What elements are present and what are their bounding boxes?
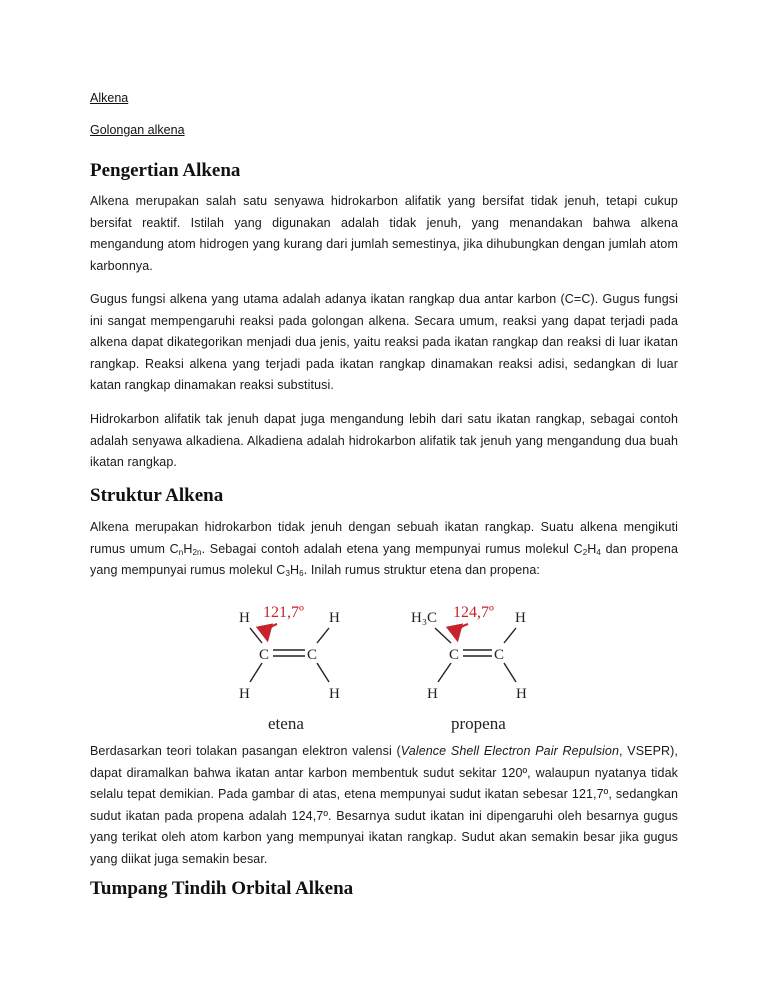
- paragraph-functional-group: Gugus fungsi alkena yang utama adalah adanya ikatan rangkap dua antar karbon (C=C). Gugus fungsi ini sangat mempengaruhi reaksi pada golongan alkena. Secara umum, reaksi yang dapat terjadi pada alkena dapat dikategorikan menjadi dua jenis, yaitu reaksi pada ikatan rangkap dan reaksi di luar ikatan rangkap. Reaksi alkena yang terjadi pada ikatan rangkap dinamakan reaksi adisi, sedangkan di luar katan rangkap dinamakan reaksi substitusi.: [90, 292, 678, 393]
- atom-h: H: [329, 686, 340, 702]
- atom-h: H: [329, 610, 340, 626]
- single-bond-line: [317, 628, 329, 643]
- single-bond-line: [435, 628, 451, 643]
- structure-diagram: [225, 598, 545, 736]
- atom-h: H: [239, 686, 250, 702]
- etena-molecule: [239, 604, 340, 733]
- heading-struktur-alkena: Struktur Alkena: [90, 485, 224, 506]
- label-propena: propena: [451, 714, 506, 733]
- atom-c: C: [259, 647, 270, 663]
- single-bond-line: [438, 663, 451, 682]
- single-bond-line: [504, 663, 516, 682]
- paragraph-alkadiena: Hidrokarbon alifatik tak jenuh dapat juga mengandung lebih dari satu ikatan rangkap, sebagai contoh adalah senyawa alkadiena. Alkadiena adalah hidrokarbon alifatik tak jenuh yang mengandung dua buah ikatan rangkap.: [90, 412, 678, 470]
- single-bond-line: [250, 663, 262, 682]
- paragraph-structure: Alkena merupakan hidrokarbon tidak jenuh dengan sebuah ikatan rangkap. Suatu alkena mengikuti rumus umum $C_nH_{2n}$. Sebagai contoh adalah etena yang mempunyai rumus molekul $C_2H_4$ dan propena yang mempunyai rumus molekul $C_3H_6$. Inilah rumus struktur etena dan propena:: [90, 520, 678, 579]
- single-bond-line: [317, 663, 329, 682]
- angle-arrow-propena: [457, 624, 468, 638]
- paragraph-vsepr: Berdasarkan teori tolakan pasangan elektron valensi (Valence Shell Electron Pair Repulsion, VSEPR), dapat diramalkan bahwa ikatan antar karbon membentuk sudut sekitar 120º, walaupun nyatanya tidak selalu tepat demikian. Pada gambar di atas, etena mempunyai sudut ikatan sebesar 121,7º, sedangkan sudut ikatan pada propena adalah 124,7º. Besarnya sudut ikatan ini dipengaruhi oleh besarnya gugus yang terikat oleh atom karbon yang mempunyai ikatan rangkap. Sudut akan semakin besar jika gugus yang diikat juga semakin besar.: [90, 744, 679, 866]
- link-golongan-alkena[interactable]: Golongan alkena: [90, 123, 185, 137]
- vsepr-term: Valence Shell Electron Pair Repulsion: [400, 744, 620, 758]
- label-etena: etena: [268, 714, 304, 733]
- structure-figure-etena-propena: [225, 598, 545, 736]
- atom-c: C: [307, 647, 318, 663]
- atom-h3c: H₃C: [411, 610, 438, 626]
- atom-c: C: [494, 647, 505, 663]
- angle-label-etena: 121,7º: [263, 604, 304, 621]
- single-bond-line: [250, 628, 262, 643]
- atom-h: H: [427, 686, 438, 702]
- atom-h: H: [239, 610, 250, 626]
- single-bond-line: [504, 628, 516, 643]
- atom-c: C: [449, 647, 460, 663]
- atom-h: H: [515, 610, 526, 626]
- paragraph-definition: Alkena merupakan salah satu senyawa hidrokarbon alifatik yang bersifat tidak jenuh, tetapi cukup bersifat reaktif. Istilah yang digunakan adalah tidak jenuh, yang menandakan bahwa alkena mengandung atom hidrogen yang kurang dari jumlah semestinya, jika dihubungkan dengan jumlah atom karbonnya.: [90, 194, 678, 273]
- heading-tumpang-tindih: Tumpang Tindih Orbital Alkena: [90, 878, 354, 899]
- link-alkena[interactable]: Alkena: [90, 91, 129, 105]
- atom-h: H: [516, 686, 527, 702]
- heading-pengertian-alkena: Pengertian Alkena: [90, 160, 241, 181]
- angle-label-propena: 124,7º: [453, 604, 494, 621]
- angle-arrow-etena: [267, 624, 277, 638]
- propena-molecule: [411, 604, 527, 733]
